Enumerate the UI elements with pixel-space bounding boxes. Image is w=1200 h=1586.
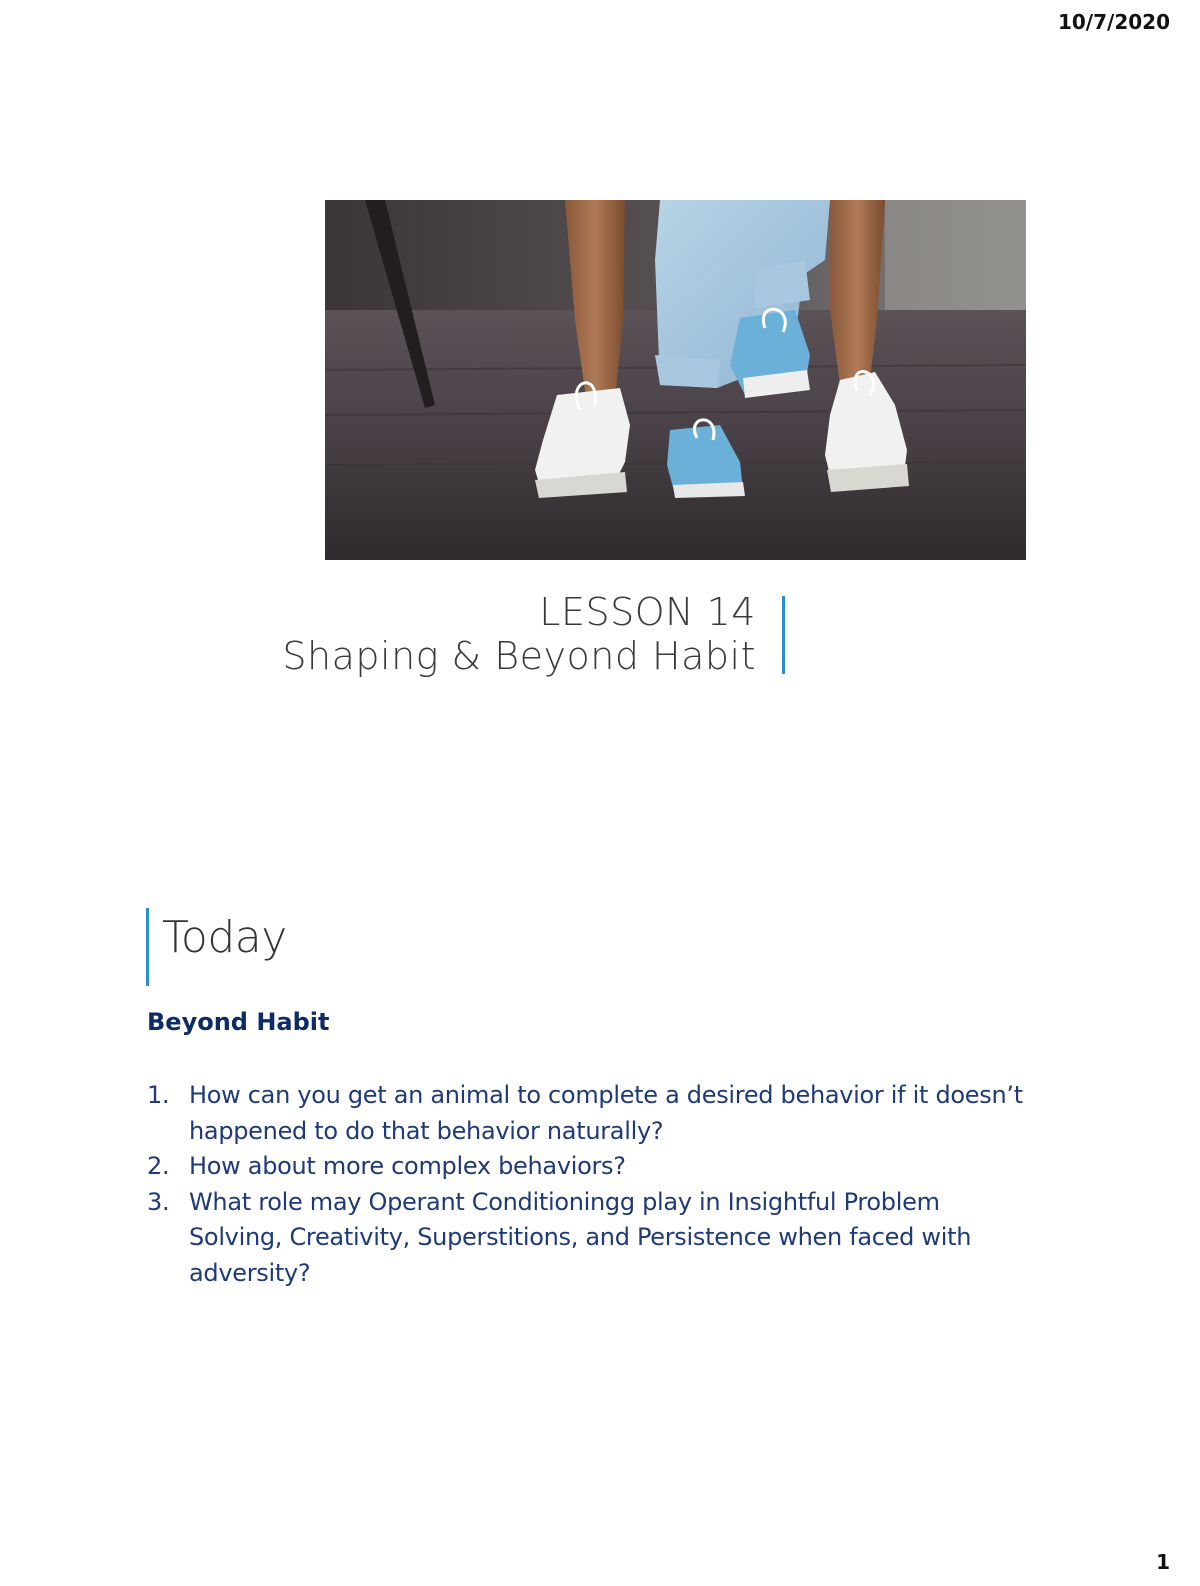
question-text: How about more complex behaviors? (189, 1152, 626, 1180)
list-number: 1. (147, 1081, 170, 1109)
today-accent-bar (146, 908, 149, 986)
list-item (147, 1149, 1027, 1185)
lesson-number: LESSON 14 (539, 590, 756, 634)
list-number: 3. (147, 1187, 170, 1216)
lesson-title: Shaping & Beyond Habit (282, 634, 756, 678)
lesson-title-block (282, 590, 770, 678)
slide-title: Today (162, 912, 287, 963)
question-list (147, 1078, 1027, 1291)
section-heading: Beyond Habit (147, 1008, 330, 1036)
list-item (147, 1185, 1027, 1292)
page-date: 10/7/2020 (1057, 10, 1170, 34)
list-number: 2. (147, 1152, 170, 1180)
title-accent-bar (782, 596, 785, 674)
question-text: How can you get an animal to complete a desired behavior if it doesn’t happened to do that behavior naturally? (189, 1081, 1023, 1145)
walking-feet-photo (325, 200, 1026, 560)
list-item (147, 1078, 1027, 1149)
question-text: What role may Operant Conditioningg play in Insightful Problem Solving, Creativity, Superstitions, and Persistence when faced with adversity? (189, 1187, 972, 1287)
page-number: 1 (1156, 1550, 1170, 1574)
